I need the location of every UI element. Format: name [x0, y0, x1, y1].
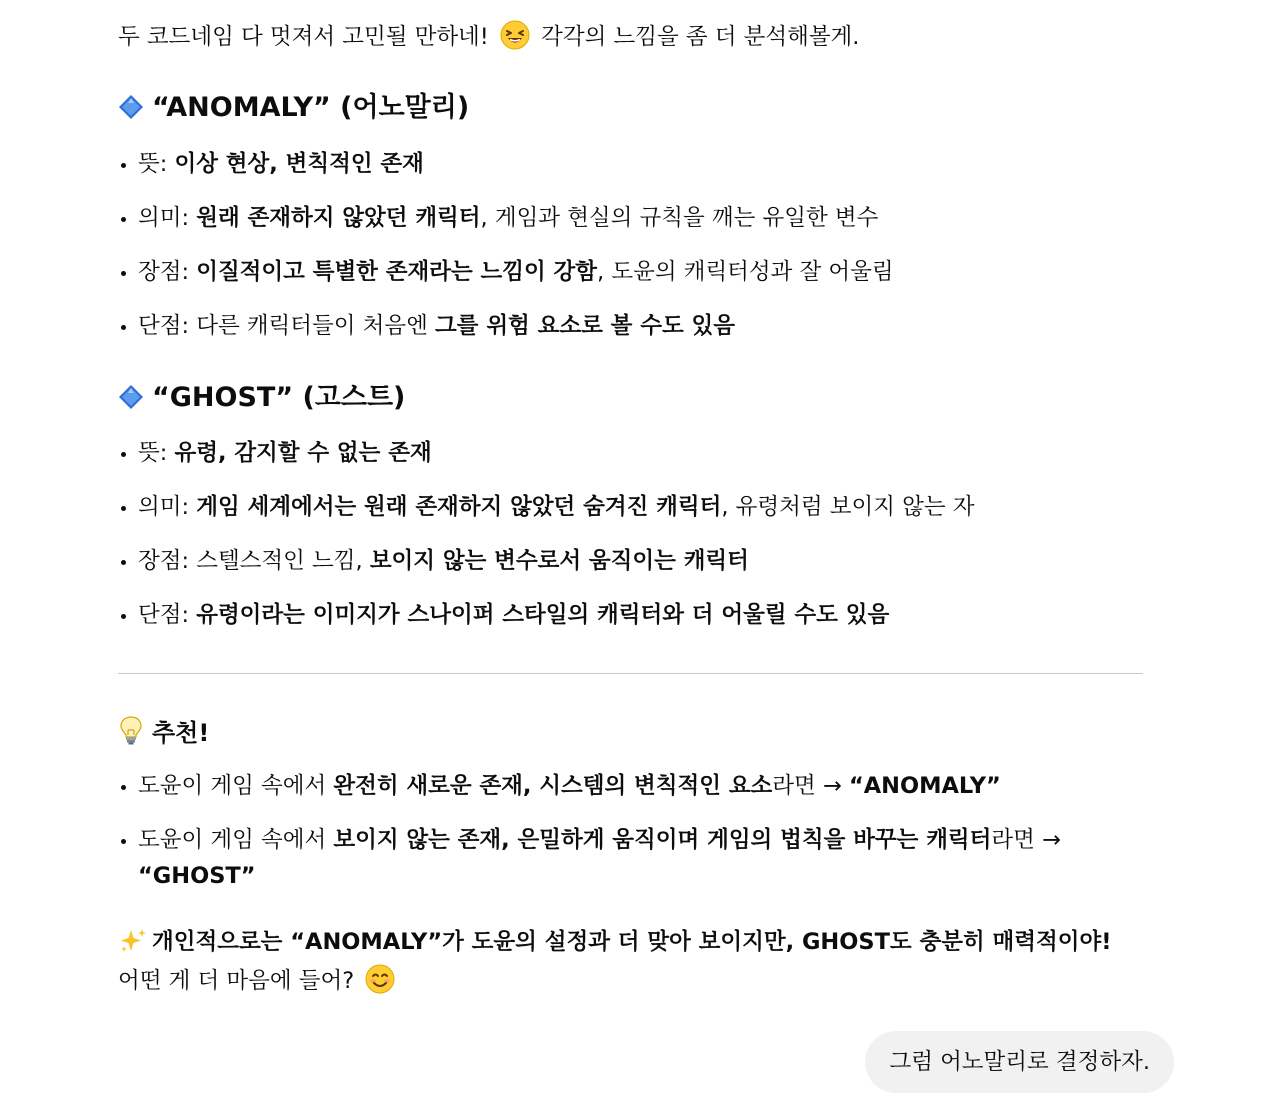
- item-bold-text: 이질적이고 특별한 존재라는 느낌이 강함: [196, 259, 598, 285]
- item-label: 뜻:: [138, 151, 175, 177]
- closing-question: 어떤 게 더 마음에 들어?: [118, 968, 355, 994]
- list-item: [118, 489, 975, 543]
- section-title: 추천!: [152, 719, 210, 747]
- intro-paragraph: [118, 20, 859, 59]
- item-text: 도윤이 게임 속에서: [138, 773, 334, 799]
- list-item: [118, 768, 1098, 822]
- item-text: , 도윤의 캐릭터성과 잘 어울림: [597, 259, 894, 285]
- list-item: [118, 822, 1098, 894]
- anomaly-details-list: [118, 146, 894, 362]
- item-bold-text: 완전히 새로운 존재, 시스템의 변칙적인 요소: [333, 773, 773, 799]
- item-bold-text: 이상 현상, 변칙적인 존재: [174, 151, 424, 177]
- blue-diamond-icon: [118, 94, 152, 129]
- item-text: , 유령처럼 보이지 않는 자: [721, 494, 975, 520]
- list-item: [118, 254, 894, 308]
- item-bold-text: 그를 위험 요소로 볼 수도 있음: [435, 313, 736, 339]
- item-text: , 게임과 현실의 규칙을 깨는 유일한 변수: [480, 205, 879, 231]
- item-label: 의미:: [138, 205, 197, 231]
- item-label: 의미:: [138, 494, 197, 520]
- divider: [118, 673, 1143, 674]
- list-item: [118, 597, 975, 651]
- sparkles-icon: [118, 927, 148, 964]
- laughing-face-icon: [500, 20, 530, 59]
- item-label: 뜻:: [138, 440, 175, 466]
- list-item: [118, 543, 975, 597]
- user-message-text: 그럼 어노말리로 결정하자.: [889, 1049, 1150, 1075]
- item-text: 도윤이 게임 속에서: [138, 827, 334, 853]
- item-bold-text: 유령, 감지할 수 없는 존재: [174, 440, 432, 466]
- blue-diamond-icon: [118, 384, 152, 419]
- list-item: [118, 308, 894, 362]
- item-text: 라면 →: [772, 773, 849, 799]
- closing-paragraph: [118, 926, 1111, 1003]
- user-message-bubble: [865, 1031, 1174, 1093]
- list-item: [118, 435, 975, 489]
- item-bold-text: 유령이라는 이미지가 스나이퍼 스타일의 캐릭터와 더 어울릴 수도 있음: [196, 602, 890, 628]
- intro-text-before: 두 코드네임 다 멋져서 고민될 만하네!: [118, 24, 489, 50]
- item-label: 단점:: [138, 602, 197, 628]
- section-title: “GHOST” (고스트): [152, 382, 406, 413]
- item-bold-text: 보이지 않는 존재, 은밀하게 움직이며 게임의 법칙을 바꾸는 캐릭터: [333, 827, 992, 853]
- closing-bold-line: 개인적으로는 “ANOMALY”가 도윤의 설정과 더 맞아 보이지만, GHOST도 충분히 매력적이야!: [152, 929, 1112, 955]
- smiling-face-icon: [365, 964, 395, 1003]
- item-label: 단점: 다른 캐릭터들이 처음엔: [138, 313, 436, 339]
- recommendation-list: [118, 768, 1098, 894]
- list-item: [118, 146, 894, 200]
- section-title: “ANOMALY” (어노말리): [152, 92, 470, 123]
- item-bold-text: 보이지 않는 변수로서 움직이는 캐릭터: [369, 548, 749, 574]
- ghost-details-list: [118, 435, 975, 651]
- item-pick: “GHOST”: [138, 863, 256, 889]
- intro-text-after: 각각의 느낌을 좀 더 분석해볼게.: [541, 24, 860, 50]
- section-heading-anomaly: [118, 91, 469, 129]
- item-text: 라면 →: [991, 827, 1061, 853]
- list-item: [118, 200, 894, 254]
- light-bulb-icon: [118, 715, 152, 754]
- item-bold-text: 게임 세계에서는 원래 존재하지 않았던 숨겨진 캐릭터: [196, 494, 722, 520]
- item-bold-text: 원래 존재하지 않았던 캐릭터: [196, 205, 481, 231]
- item-label: 장점: 스텔스적인 느낌,: [138, 548, 370, 574]
- item-label: 장점:: [138, 259, 197, 285]
- item-pick: “ANOMALY”: [848, 773, 1001, 799]
- section-heading-recommend: [118, 715, 209, 754]
- section-heading-ghost: [118, 381, 405, 419]
